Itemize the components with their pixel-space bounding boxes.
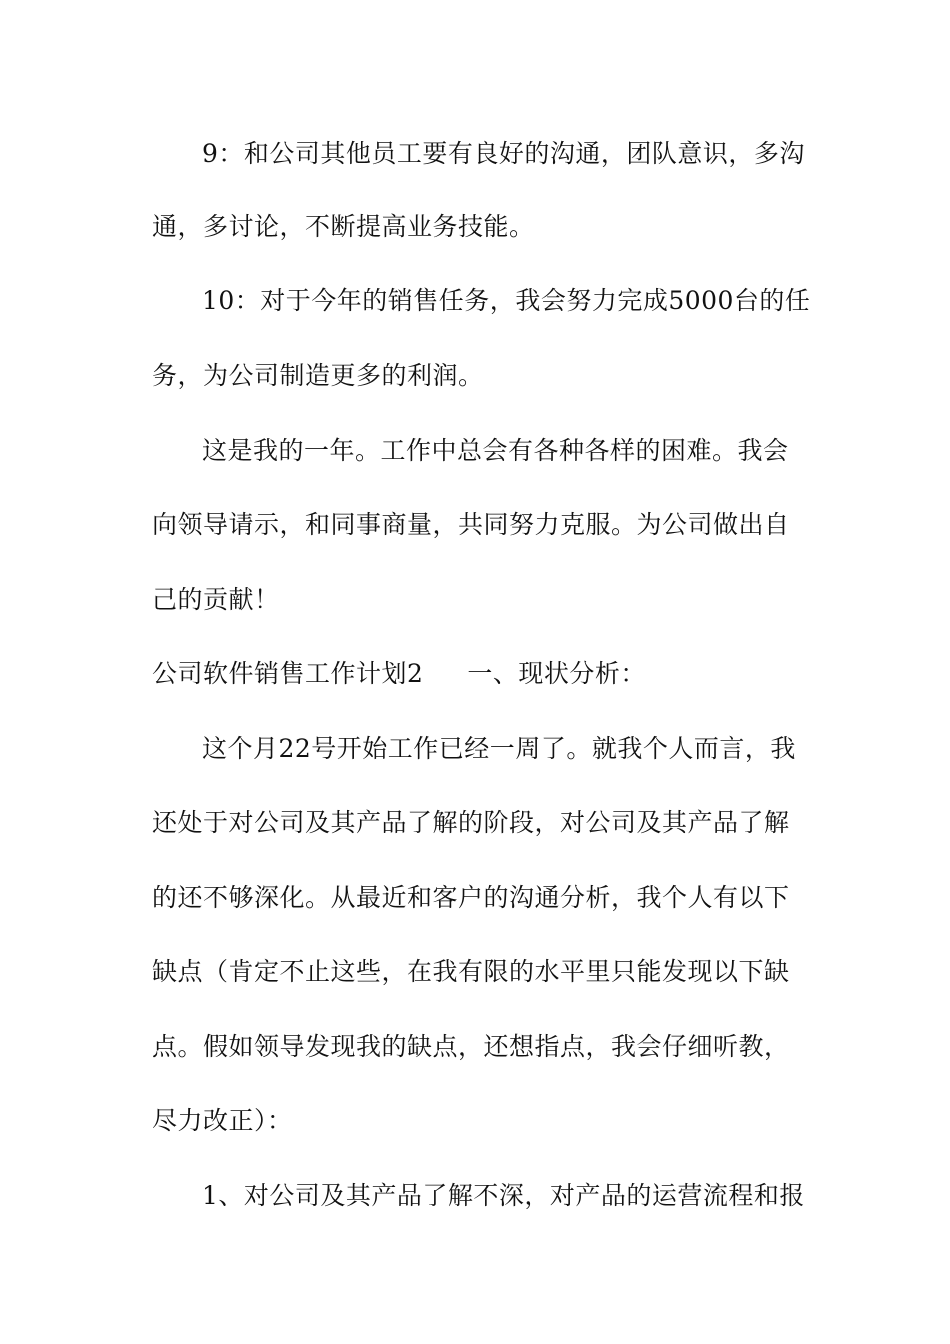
- paragraph-line: 这是我的一年。工作中总会有各种各样的困难。我会: [202, 436, 789, 465]
- paragraph-line: 的还不够深化。从最近和客户的沟通分析，我个人有以下: [152, 883, 790, 912]
- paragraph-line: 务，为公司制造更多的利润。: [152, 361, 484, 390]
- section-subtitle: 一、现状分析：: [467, 659, 646, 688]
- paragraph-line: 10：对于今年的销售任务，我会努力完成5000台的任: [202, 286, 811, 315]
- paragraph-line: 向领导请示，和同事商量，共同努力克服。为公司做出自: [152, 510, 790, 539]
- paragraph-line: 9：和公司其他员工要有良好的沟通，团队意识，多沟: [202, 139, 805, 168]
- paragraph-line: 通，多讨论，不断提高业务技能。: [152, 212, 535, 241]
- paragraph-line: 缺点（肯定不止这些，在我有限的水平里只能发现以下缺: [152, 957, 790, 986]
- paragraph-line: 尽力改正）：: [152, 1106, 293, 1135]
- paragraph-line: 1、对公司及其产品了解不深，对产品的运营流程和报: [202, 1181, 805, 1210]
- paragraph-line: 点。假如领导发现我的缺点，还想指点，我会仔细听教，: [152, 1032, 790, 1061]
- section-heading: [152, 659, 646, 689]
- paragraph-line: 己的贡献！: [152, 585, 280, 614]
- section-title: 公司软件销售工作计划2: [152, 659, 424, 688]
- paragraph-line: 还处于对公司及其产品了解的阶段，对公司及其产品了解: [152, 808, 790, 837]
- paragraph-line: 这个月22号开始工作已经一周了。就我个人而言，我: [202, 734, 796, 763]
